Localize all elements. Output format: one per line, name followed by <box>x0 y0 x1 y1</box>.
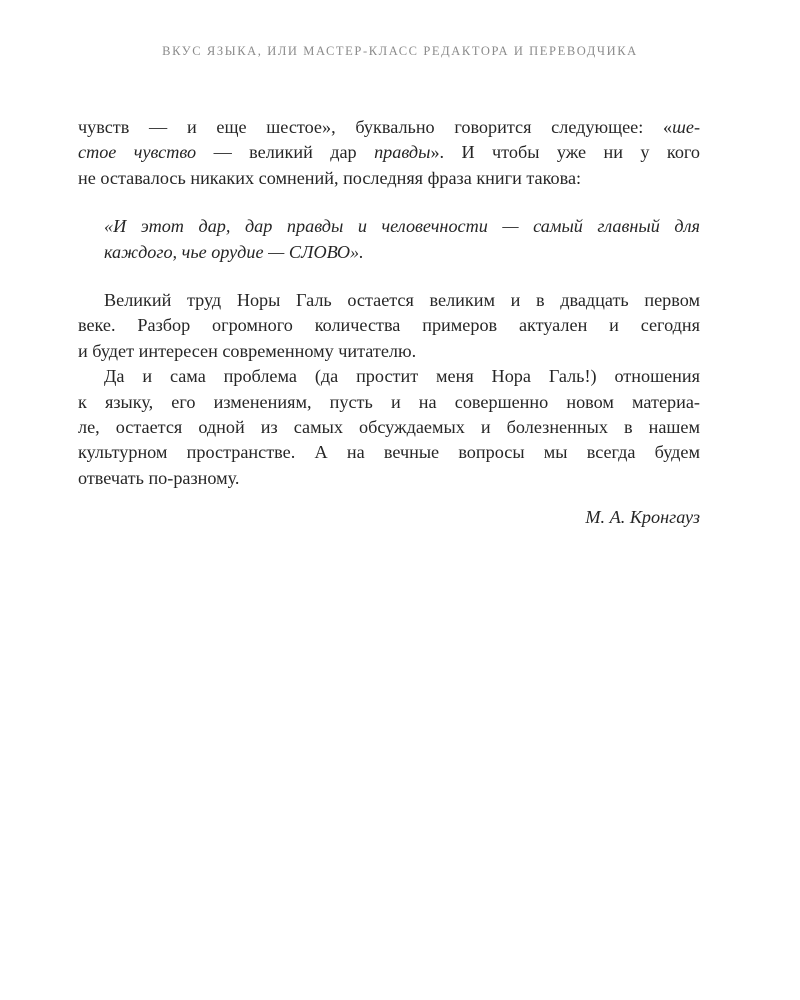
paragraph-3-line-4: культурном пространстве. А на вечные вопросы мы всегда будем <box>78 442 700 463</box>
italic-fragment: правды <box>374 142 431 163</box>
block-quote <box>104 214 700 265</box>
paragraph-1-line-2: стое чувство — великий дар правды». И чтобы уже ни у кого <box>78 142 701 163</box>
italic-fragment: ше- <box>672 117 700 137</box>
paragraph-2-line-1: Великий труд Норы Галь остается великим и в двадцать первом <box>104 289 700 310</box>
running-head: ВКУС ЯЗЫКА, ИЛИ МАСТЕР-КЛАСС РЕДАКТОРА И ПЕРЕВОДЧИКА <box>162 44 638 58</box>
spacer <box>78 191 700 214</box>
spacer <box>78 265 700 288</box>
paragraph-3-line-1: Да и сама проблема (да простит меня Нора Галь!) отношения <box>104 366 700 387</box>
paragraph-2 <box>78 288 700 364</box>
block-quote-line-1: «И этот дар, дар правды и человечности — самый главный для <box>104 216 700 237</box>
paragraph-3-line-3: ле, остается одной из самых обсуждаемых и болезненных в нашем <box>78 416 700 437</box>
paragraph-3-line-2: к языку, его изменениям, пусть и на совершенно новом материа- <box>78 391 700 412</box>
italic-fragment: стое чувство <box>78 142 197 163</box>
paragraph-3-line-5: отвечать по-разному. <box>78 467 240 488</box>
paragraph-1-line-3: не оставалось никаких сомнений, последняя фраза книги такова: <box>78 167 582 188</box>
body-text <box>78 115 700 530</box>
paragraph-2-line-3: и будет интересен современному читателю. <box>78 340 417 361</box>
author-signature: М. А. Кронгауз <box>585 507 700 528</box>
paragraph-3 <box>78 364 700 491</box>
block-quote-line-2: каждого, чье орудие — СЛОВО». <box>104 241 364 262</box>
paragraph-2-line-2: веке. Разбор огромного количества примеров актуален и сегодня <box>78 315 700 336</box>
paragraph-1-line-1: чувств — и еще шестое», буквально говорится следующее: «ше- <box>78 117 700 137</box>
paragraph-1 <box>78 115 700 191</box>
